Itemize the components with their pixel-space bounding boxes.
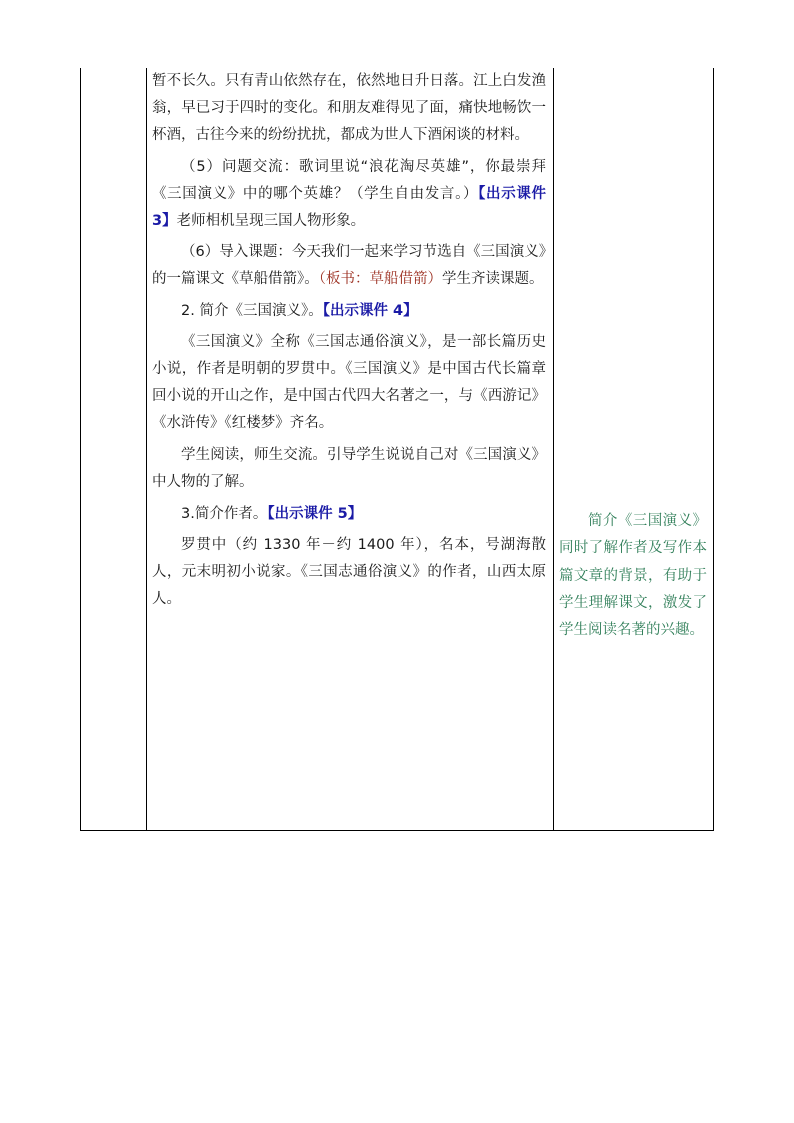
courseware-tag-4: 【出示课件 4】 [322, 302, 418, 319]
column-divider-right [553, 68, 554, 830]
paragraph-student-reading: 学生阅读，师生交流。引导学生说说自己对《三国演义》中人物的了解。 [152, 446, 546, 490]
heading-intro-novel-text: 2. 简介《三国演义》。 [181, 302, 323, 319]
paragraph-author-bio: 罗贯中（约 1330 年－约 1400 年），名本，号湖海散人，元末明初小说家。《三国志通俗演义》的作者，山西太原人。 [152, 537, 546, 608]
topic-text: （6）导入课题：今天我们一起来学习节选自《三国演义》的一篇课文《草船借箭》。 [152, 244, 546, 288]
design-intent-note: 简介《三国演义》同时了解作者及写作本篇文章的背景，有助于学生理解课文，激发了学生阅读名著的兴趣。 [559, 513, 707, 639]
blackboard-note: （板书：草船借箭） [318, 271, 442, 288]
paragraph-poem-explanation: 暂不长久。只有青山依然存在，依然地日升日落。江上白发渔翁，早已习于四时的变化。和朋友难得见了面，痛快地畅饮一杯酒，古往今来的纷纷扰扰，都成为世人下酒闲谈的材料。 [152, 73, 546, 143]
courseware-tag-5: 【出示课件 5】 [267, 505, 363, 522]
design-intent-column [553, 508, 713, 644]
paragraph-introduce-topic [146, 239, 552, 293]
paragraph-novel-description: 《三国演义》全称《三国志通俗演义》，是一部长篇历史小说，作者是明朝的罗贯中。《三国演义》是中国古代长篇章回小说的开山之作，是中国古代四大名著之一，与《西游记》《水浒传》《红楼梦》齐名。 [152, 334, 546, 432]
courseware-tag-3: 【出示课件 3】 [152, 185, 547, 229]
question-text: （5）问题交流：歌词里说“浪花淘尽英雄”，你最崇拜《三国演义》中的哪个英雄？（学生自由发言。） [152, 158, 546, 202]
question-tail: 老师相机呈现三国人物形象。 [176, 212, 366, 229]
paragraph-question-exchange [146, 154, 552, 235]
heading-intro-novel [146, 298, 552, 325]
teaching-process-column [146, 68, 552, 618]
heading-intro-author [146, 501, 552, 528]
heading-intro-author-text: 3.简介作者。 [181, 505, 268, 522]
topic-tail: 学生齐读课题。 [442, 271, 544, 288]
